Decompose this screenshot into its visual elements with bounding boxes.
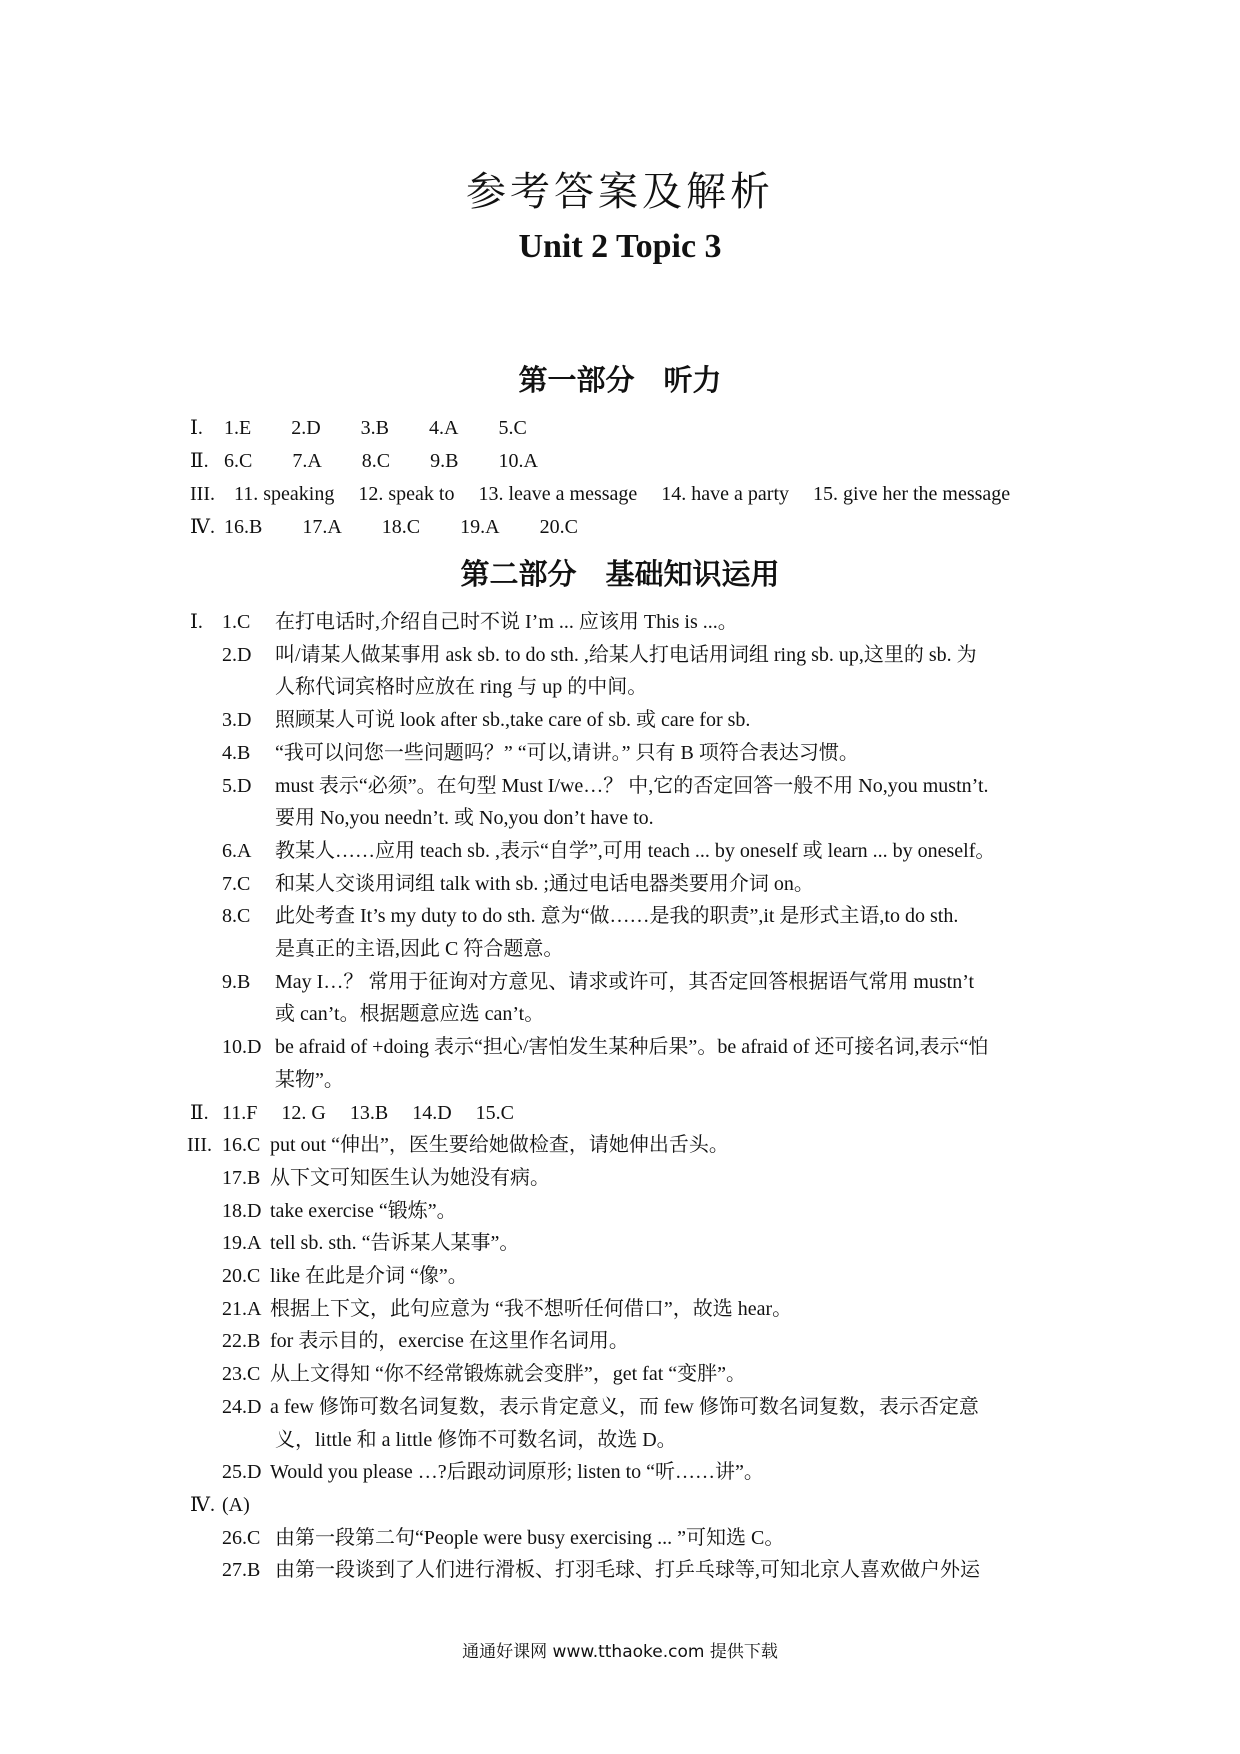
item-number: 7.C xyxy=(222,872,251,895)
explanation-text: Would you please …?后跟动词原形; listen to “听……讲”。 xyxy=(270,1461,764,1484)
explanation-text: must 表示“必须”。在句型 Must I/we…？ 中,它的否定回答一般不用 No,you mustn’t. xyxy=(275,774,989,797)
item-number: 2.D xyxy=(222,643,252,666)
page-subtitle: Unit 2 Topic 3 xyxy=(518,228,722,265)
page-title: 参考答案及解析 xyxy=(466,169,774,215)
answer-item: 2.D xyxy=(291,417,321,439)
explanation-text: 要用 No,you needn’t. 或 No,you don’t have to. xyxy=(275,807,654,830)
answer-item: 17.A xyxy=(302,516,342,538)
explanation-text: 人称代词宾格时应放在 ring 与 up 的中间。 xyxy=(275,676,648,699)
answer-item: 15. give her the message xyxy=(813,483,1011,505)
explanation-text: put out “伸出”，医生要给她做检查，请她伸出舌头。 xyxy=(270,1134,729,1157)
item-number: 19.A xyxy=(222,1232,262,1255)
item-number: 26.C xyxy=(222,1526,261,1549)
explanation-text: 此处考查 It’s my duty to do sth. 意为“做……是我的职责”,it 是形式主语,to do sth. xyxy=(275,905,959,928)
answer-item: 15.C xyxy=(475,1101,514,1124)
answer-item: 14. have a party xyxy=(661,483,790,505)
answer-row xyxy=(190,514,618,540)
answer-item: 6.C xyxy=(224,450,253,472)
answer-item: 5.C xyxy=(498,417,527,439)
explanation-text: 在打电话时,介绍自己时不说 I’m ... 应该用 This is ...。 xyxy=(275,611,738,633)
explanation-text: take exercise “锻炼”。 xyxy=(270,1199,457,1222)
item-number: 18.D xyxy=(222,1199,262,1222)
answer-item: 7.A xyxy=(292,450,322,472)
item-number: 10.D xyxy=(222,1036,262,1059)
explanation-text: tell sb. sth. “告诉某人某事”。 xyxy=(270,1232,520,1255)
answer-item: 13. leave a message xyxy=(478,483,638,505)
explanation-text: be afraid of +doing 表示“担心/害怕发生某种后果”。be afraid of 还可接名词,表示“怕 xyxy=(275,1036,989,1059)
explanation-text: 义，little 和 a little 修饰不可数名词，故选 D。 xyxy=(275,1428,677,1451)
item-number: 17.B xyxy=(222,1166,261,1189)
answer-item: 3.B xyxy=(360,417,390,439)
item-number: 5.D xyxy=(222,774,252,797)
item-number: 23.C xyxy=(222,1363,261,1386)
answer-item: 11. speaking xyxy=(234,483,335,505)
item-number: 8.C xyxy=(222,905,251,928)
explanation-text: like 在此是介词 “像”。 xyxy=(270,1265,468,1287)
answer-item: 20.C xyxy=(539,516,578,538)
answer-item: 11.F xyxy=(222,1101,258,1124)
item-number: 27.B xyxy=(222,1559,261,1582)
explanation-text: 或 can’t。根据题意应选 can’t。 xyxy=(275,1003,545,1026)
answer-item: 18.C xyxy=(381,516,421,538)
explanation-text: 由第一段谈到了人们进行滑板、打羽毛球、打乒乓球等,可知北京人喜欢做户外运 xyxy=(275,1559,980,1582)
explanation-text: 从上文得知 “你不经常锻炼就会变胖”，get fat “变胖”。 xyxy=(270,1363,747,1386)
answer-item: 1.E xyxy=(224,417,252,439)
explanation-text: for 表示目的，exercise 在这里作名词用。 xyxy=(270,1330,629,1353)
answer-item: 19.A xyxy=(460,516,500,538)
section-label: Ⅰ. xyxy=(190,611,203,633)
explanation-text: 照顾某人可说 look after sb.,take care of sb. 或 care for sb. xyxy=(275,709,751,732)
explanation-text: 由第一段第二句“People were busy exercising ... ”可知选 C。 xyxy=(275,1526,785,1549)
explanation-text: a few 修饰可数名词复数，表示肯定意义，而 few 修饰可数名词复数，表示否定意 xyxy=(270,1395,979,1418)
explanation-text: May I…？ 常用于征询对方意见、请求或许可，其否定回答根据语气常用 mustn’t xyxy=(275,970,975,993)
answer-item: 12. G xyxy=(281,1101,326,1124)
answer-item: 13.B xyxy=(349,1101,389,1124)
answer-row xyxy=(222,1100,538,1126)
page-footer: 通通好课网 www.tthaoke.com 提供下载 xyxy=(462,1642,778,1662)
row-label: III. xyxy=(190,483,215,505)
part1-heading: 第一部分 听力 xyxy=(518,363,722,397)
explanation-text: 某物”。 xyxy=(275,1068,344,1091)
answer-row xyxy=(190,415,567,441)
subsection-label: (A) xyxy=(222,1493,250,1516)
answer-item: 4.A xyxy=(429,417,459,439)
part2-heading: 第二部分 基础知识运用 xyxy=(460,557,780,591)
section-label: Ⅳ. xyxy=(190,1493,215,1516)
row-label: Ⅳ. xyxy=(190,516,215,538)
item-number: 24.D xyxy=(222,1395,262,1418)
explanation-text: 教某人……应用 teach sb. ,表示“自学”,可用 teach ... by oneself 或 learn ... by oneself。 xyxy=(275,839,996,862)
answer-item: 14.D xyxy=(412,1101,452,1124)
answer-item: 8.C xyxy=(361,450,391,472)
explanation-text: 根据上下文，此句应意为 “我不想听任何借口”，故选 hear。 xyxy=(270,1297,793,1320)
answer-item: 16.B xyxy=(224,516,263,538)
item-number: 22.B xyxy=(222,1330,261,1353)
row-label: Ⅱ. xyxy=(190,450,209,472)
answer-row xyxy=(190,481,1034,507)
item-number: 20.C xyxy=(222,1265,261,1287)
answer-item: 10.A xyxy=(498,450,538,472)
answer-item: 9.B xyxy=(430,450,459,472)
item-number: 16.C xyxy=(222,1134,261,1157)
item-number: 21.A xyxy=(222,1297,262,1320)
item-number: 1.C xyxy=(222,611,251,633)
explanation-text: 是真正的主语,因此 C 符合题意。 xyxy=(275,938,564,960)
item-number: 6.A xyxy=(222,839,252,862)
row-label: Ⅰ. xyxy=(190,417,203,439)
section-label: III. xyxy=(187,1134,212,1157)
explanation-text: 从下文可知医生认为她没有病。 xyxy=(270,1166,550,1189)
explanation-text: 叫/请某人做某事用 ask sb. to do sth. ,给某人打电话用词组 ring sb. up,这里的 sb. 为 xyxy=(275,643,977,666)
answer-row xyxy=(190,448,578,474)
item-number: 25.D xyxy=(222,1461,262,1484)
item-number: 9.B xyxy=(222,970,251,993)
explanation-text: “我可以问您一些问题吗？” “可以,请讲。” 只有 B 项符合表达习惯。 xyxy=(275,741,859,764)
section-label: Ⅱ. xyxy=(190,1101,209,1124)
explanation-text: 和某人交谈用词组 talk with sb. ;通过电话电器类要用介词 on。 xyxy=(275,872,814,895)
item-number: 3.D xyxy=(222,709,252,732)
item-number: 4.B xyxy=(222,741,251,764)
answer-item: 12. speak to xyxy=(358,483,455,505)
